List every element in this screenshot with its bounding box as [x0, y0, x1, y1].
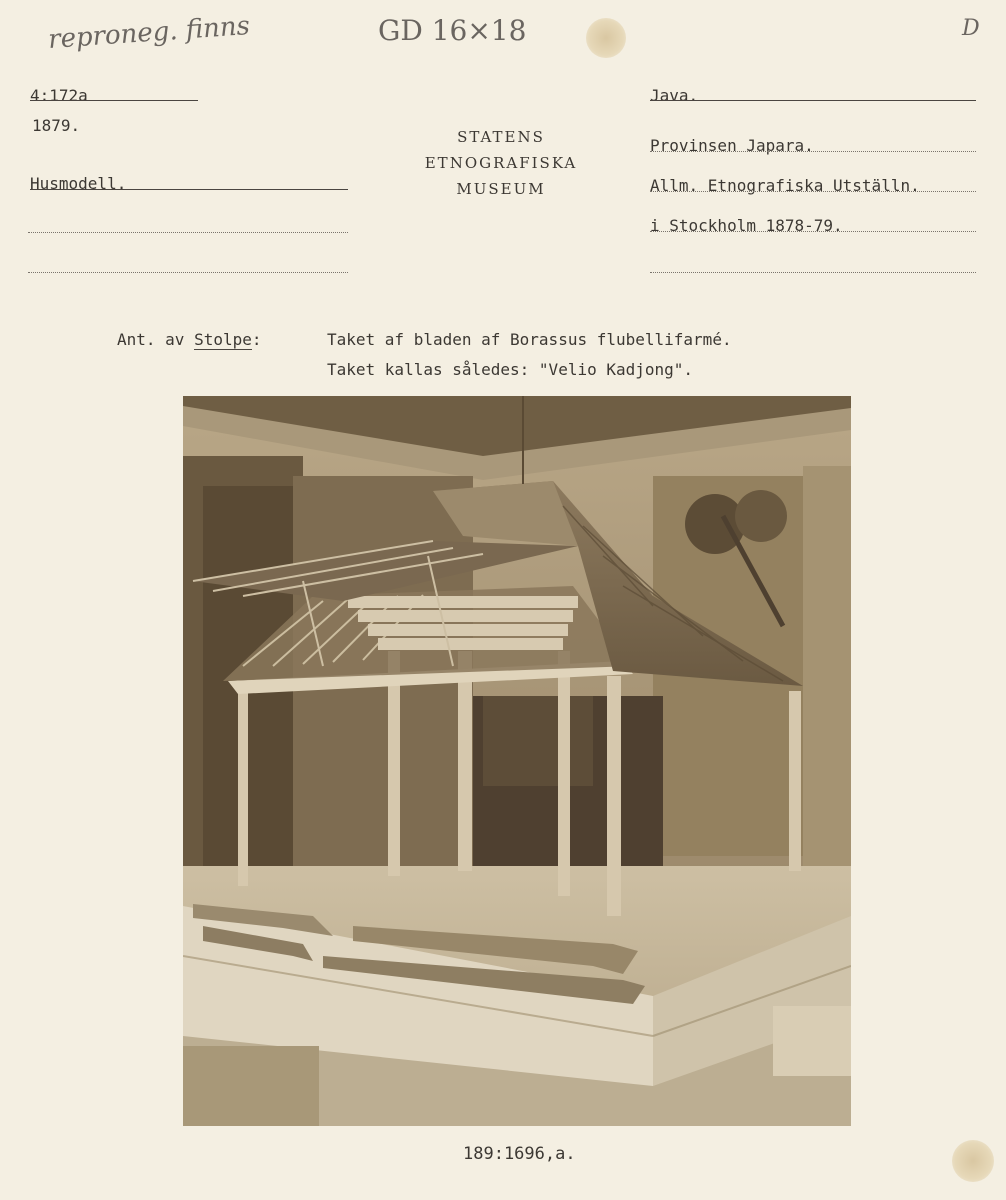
- left-dotted-line-2: [28, 272, 348, 273]
- exhibition-dotted-line-1: [650, 191, 976, 192]
- museum-title: [400, 124, 602, 202]
- stain-mark-bottom: [952, 1140, 994, 1182]
- catalog-number-underline: [30, 100, 198, 101]
- exhibition-line2: i Stockholm 1878-79.: [650, 216, 843, 235]
- handwritten-format-note: GD 16×18: [378, 14, 527, 47]
- note-prefix: Ant. av: [117, 330, 185, 349]
- place-underline: [650, 100, 976, 101]
- handwritten-letter-d: D: [962, 16, 980, 41]
- exhibition-dotted-line-2: [650, 231, 976, 232]
- house-model-photograph: [183, 396, 851, 1126]
- museum-title-line1: STATENS: [457, 128, 545, 146]
- note-author-name: Stolpe: [194, 330, 252, 349]
- object-underline: [30, 189, 348, 190]
- province: Provinsen Japara.: [650, 136, 814, 155]
- note-line1: Taket af bladen af Borassus flubellifarmé.: [327, 330, 732, 349]
- left-dotted-line-1: [28, 232, 348, 233]
- note-colon: :: [251, 330, 262, 349]
- exhibition-line1: Allm. Etnografiska Utställn.: [650, 176, 920, 195]
- photo-illustration: [183, 396, 851, 1126]
- note-author-label: [117, 330, 262, 349]
- right-dotted-line-extra: [650, 272, 976, 273]
- museum-title-line3: MUSEUM: [456, 180, 546, 198]
- object-name: Husmodell.: [30, 174, 127, 193]
- catalog-number: 4:172a: [30, 86, 88, 105]
- note-line2: Taket kallas således: "Velio Kadjong".: [327, 360, 694, 379]
- province-dotted-line: [650, 151, 976, 152]
- photo-number: 189:1696,a.: [463, 1144, 576, 1164]
- year: 1879.: [32, 116, 81, 135]
- handwritten-reproneg-note: reproneg. finns: [47, 10, 251, 56]
- stain-mark: [586, 18, 626, 58]
- place: Java.: [650, 86, 699, 105]
- museum-title-line2: ETNOGRAFISKA: [424, 154, 578, 172]
